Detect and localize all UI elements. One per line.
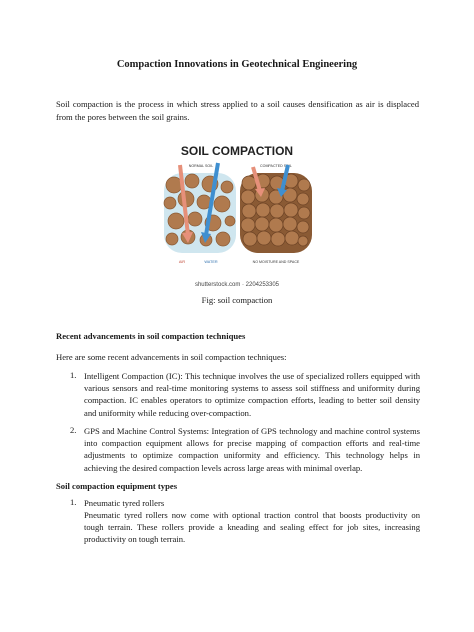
normal-soil-grains xyxy=(164,173,236,253)
figure-caption: Fig: soil compaction xyxy=(201,295,273,305)
soil-compaction-figure xyxy=(160,139,314,292)
normal-soil-label: NORMAL SOIL xyxy=(188,164,214,168)
section-lead: Here are some recent advancements in soil compaction techniques: xyxy=(56,352,287,362)
compacted-soil-label: COMPACTED SOIL xyxy=(260,164,292,168)
list-number: 2. xyxy=(70,425,77,435)
compacted-soil-grains xyxy=(240,173,312,253)
image-credit: shutterstock.com · 2204253305 xyxy=(194,282,280,288)
list-item-intelligent-compaction: Intelligent Compaction (IC): This technique involves the use of specialized rollers equipped with various sensors and real-time monitoring systems to assess soil stiffness and uniformity during compaction. IC enables operators to optimize compaction efforts, leading to better soil density and uniformity while reducing over-compaction. xyxy=(84,371,420,418)
no-moisture-label: NO MOISTURE AND SPACE xyxy=(252,260,300,264)
list-number: 1. xyxy=(70,497,77,507)
section-heading-advancements: Recent advancements in soil compaction techniques xyxy=(56,331,246,341)
air-label: AIR xyxy=(178,260,186,264)
figure-heading: SOIL COMPACTION xyxy=(180,144,294,158)
document-title: Compaction Innovations in Geotechnical Engineering xyxy=(116,59,358,70)
list-item-title-pneumatic: Pneumatic tyred rollers xyxy=(84,498,165,508)
intro-paragraph: Soil compaction is the process in which stress applied to a soil causes densification as air is displaced from the pores between the soil grains. xyxy=(56,99,419,122)
water-label: WATER xyxy=(204,260,218,264)
list-item-pneumatic-rollers: Pneumatic tyred rollers now come with optional traction control that boosts productivity on tough terrain. These rollers provide a kneading and sealing effect for job sites, increasing productivity on tough terrain. xyxy=(84,510,420,545)
list-number: 1. xyxy=(70,370,77,380)
soil-compaction-illustration xyxy=(160,139,314,292)
section-heading-equipment: Soil compaction equipment types xyxy=(56,481,178,491)
list-item-gps-machine-control: GPS and Machine Control Systems: Integration of GPS technology and machine control systems into compaction equipment allows for precise mapping of compaction efforts and real-time adjustments to optimize compaction uniformity and efficiency. This technology helps in achieving the desired compaction levels across large areas with minimal overlap. xyxy=(84,426,420,473)
